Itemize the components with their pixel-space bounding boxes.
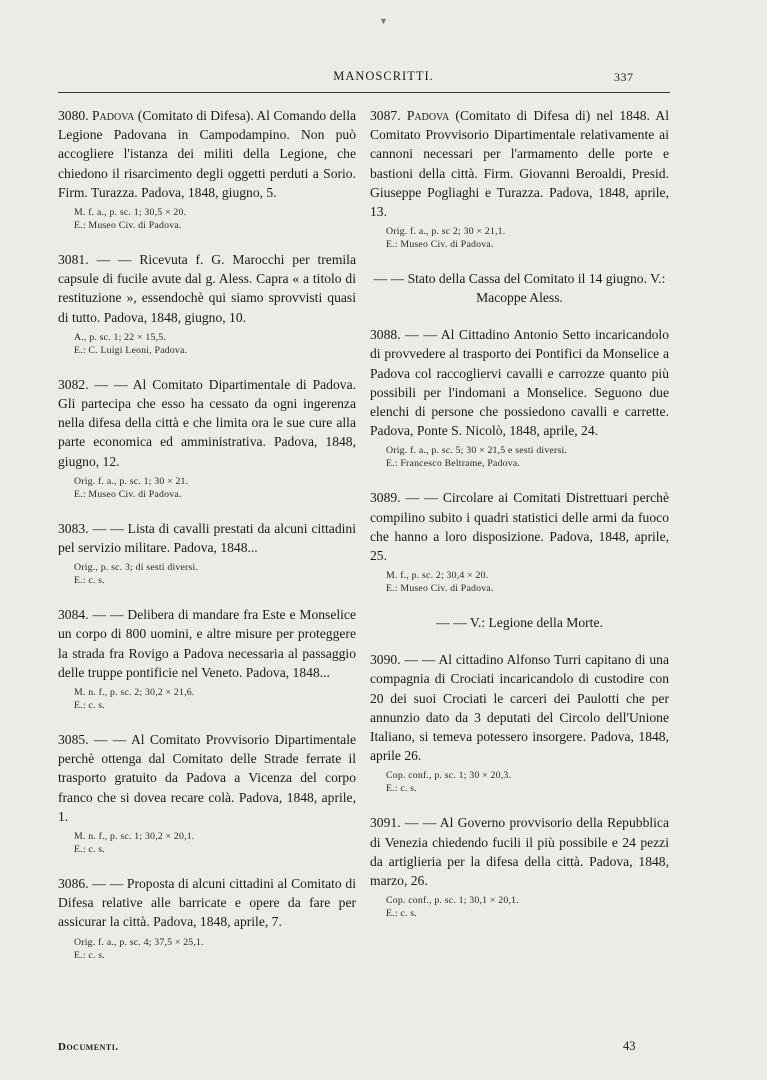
source-note-line: E.: c. s. <box>74 700 105 712</box>
entry-description <box>370 325 669 440</box>
catalog-entry <box>370 650 669 795</box>
entry-number: 3080. <box>58 108 89 123</box>
source-note-line: Orig. f. a., p. sc. 4; 37,5 × 25,1. <box>74 936 204 948</box>
source-note-line: E.: c. s. <box>74 575 105 587</box>
entry-description <box>58 250 356 327</box>
catalog-entry <box>58 519 356 587</box>
right-column <box>370 106 669 938</box>
source-note-line: Orig. f. a., p. sc. 5; 30 × 21,5 e sesti diversi. <box>386 445 568 457</box>
entry-body-text: — — Proposta di alcuni cittadini al Comitato di Difesa relative alle barricate e opere da fare per assicurar la città. Padova, 1848, aprile, 7. <box>58 876 356 930</box>
catalog-entry <box>370 488 669 595</box>
top-mark: ▼ <box>379 16 388 26</box>
page-number: 337 <box>614 70 634 84</box>
catalog-entry <box>58 250 356 357</box>
entry-source-notes <box>58 475 356 501</box>
source-note-line: E.: Museo Civ. di Padova. <box>386 583 494 595</box>
entry-body-text: (Comitato di Difesa di) nel 1848. Al Comitato Provvisorio Dipartimentale relativamente ai cannoni necessari per l'armamento delle porte e bastioni della città. Firm. Giovanni Beroaldi, Presid. Giuseppe Pogliaghi e Turazza. Padova, 1848, aprile, 13. <box>370 108 669 220</box>
entry-number: 3090. <box>370 652 401 668</box>
entry-description <box>58 106 356 202</box>
entry-description <box>370 488 669 565</box>
entry-source-notes <box>58 331 356 357</box>
source-note-line: Cop. conf., p. sc. 1; 30 × 20,3. <box>386 770 512 782</box>
entry-number: 3086. <box>58 876 89 892</box>
source-note-line: E.: C. Luigi Leoni, Padova. <box>74 344 188 356</box>
catalog-entry <box>370 813 669 920</box>
source-note-line: E.: c. s. <box>74 949 105 961</box>
source-note-line: E.: Museo Civ. di Padova. <box>74 220 182 232</box>
entry-source-notes <box>58 206 356 232</box>
left-column <box>58 106 356 980</box>
entry-heading-name: Padova <box>92 108 135 123</box>
entry-source-notes <box>58 561 356 587</box>
entry-description <box>58 519 356 557</box>
entry-number: 3083. <box>58 520 89 536</box>
entry-number: 3082. <box>58 376 89 392</box>
entry-description <box>370 813 669 890</box>
entry-description <box>58 730 356 826</box>
source-note-line: E.: Francesco Beltrame, Padova. <box>386 458 521 470</box>
entry-number: 3088. <box>370 327 401 343</box>
entry-number: 3081. <box>58 252 89 268</box>
entry-number: 3091. <box>370 815 401 831</box>
source-note-line: Orig., p. sc. 3; di sesti diversi. <box>74 562 199 574</box>
entry-source-notes <box>370 569 669 595</box>
entry-number: 3087. <box>370 108 401 123</box>
entry-source-notes <box>370 225 669 251</box>
entry-source-notes <box>370 769 669 795</box>
footer-signature-number: 43 <box>623 1039 636 1053</box>
entry-description <box>58 375 356 471</box>
source-note-line: E.: Museo Civ. di Padova. <box>386 239 494 251</box>
entry-body-text: — — Al Comitato Provvisorio Dipartimentale perchè ottenga dal Comitato delle Strade ferrate il trasporto gratuito da Padova a Vicenza del corpo franco che si dovea recare colà. Padova, 1848, aprile, 1. <box>58 732 357 824</box>
entry-body-text: — — Circolare ai Comitati Distrettuari perchè compilino subito i quadri statistici delle armi da fuoco che hanno a loro disposizione. Padova, 1848, aprile, 25. <box>370 490 670 564</box>
source-note-line: M. n. f., p. sc. 2; 30,2 × 21,6. <box>74 687 195 699</box>
source-note-line: E.: c. s. <box>74 844 105 856</box>
entry-description <box>370 106 669 221</box>
header-rule <box>58 92 670 93</box>
source-note-line: Orig. f. a., p. sc 2; 30 × 21,1. <box>386 226 506 238</box>
catalog-entry <box>58 605 356 712</box>
source-note-line: E.: c. s. <box>386 908 417 920</box>
entry-number: 3084. <box>58 607 89 623</box>
entry-body-text: — — Al Cittadino Antonio Setto incaricandolo di provvedere al trasporto dei Pontifici da Monselice a Padova col raccogliervi cavalli e carrozze quanto più possibili per l'indomani a Monselice. Seguono due elenchi di persone che possiedono cavalli e carrette. Padova, Ponte S. Nicolò, 1848, aprile, 24. <box>370 327 669 439</box>
source-note-line: M. f. a., p. sc. 1; 30,5 × 20. <box>74 207 187 219</box>
entry-body-text: — — Ricevuta f. G. Marocchi per tremila capsule di fucile avute dal g. Aless. Capra « a titolo di restituzione », essendochè qui siamo sprovvisti quasi di tutto. Padova, 1848, giugno, 10. <box>58 252 356 325</box>
catalog-entry <box>58 106 356 232</box>
catalog-entry <box>58 874 356 962</box>
entry-source-notes <box>58 830 356 856</box>
entry-source-notes <box>370 894 669 920</box>
cross-reference: — — V.: Legione della Morte. <box>436 615 603 631</box>
cross-reference: — — Stato della Cassa del Comitato il 14 giugno. V.: Macoppe Aless. <box>373 271 666 306</box>
running-header-title: MANOSCRITTI. <box>333 69 434 83</box>
footer-signature-word: Documenti. <box>58 1041 119 1053</box>
entry-number: 3089. <box>370 490 401 506</box>
entry-body-text: — — Al Comitato Dipartimentale di Padova. Gli partecipa che esso ha cessato da ogni ingerenza nella difesa della città e che limita ora le sue cure alla parte economica ed amministrativa. Padova, 1848, giugno, 12. <box>58 376 356 469</box>
entry-source-notes <box>58 936 356 962</box>
entry-heading-name: Padova <box>406 108 450 123</box>
catalog-entry <box>58 375 356 501</box>
entry-body-text: (Comitato di Difesa). Al Comando della Legione Padovana in Campodampino. Non può accogliere l'istanza dei militi della Legione, che chiedono il risarcimento degli oggetti perduti a Sorio. Firm. Turazza. Padova, 1848, giugno, 5. <box>58 108 357 200</box>
entry-source-notes <box>58 686 356 712</box>
entry-number: 3085. <box>58 732 89 748</box>
source-note-line: E.: Museo Civ. di Padova. <box>74 488 182 500</box>
entry-body-text: — — Al Governo provvisorio della Repubblica di Venezia chiedendo fucili il più possibile e 24 pezzi da artiglieria per la difesa della città. Padova, 1848, marzo, 26. <box>370 815 669 889</box>
catalog-entry <box>58 730 356 856</box>
source-note-line: M. n. f., p. sc. 1; 30,2 × 20,1. <box>74 831 195 843</box>
source-note-line: M. f., p. sc. 2; 30,4 × 20. <box>386 570 489 582</box>
entry-description <box>58 874 356 932</box>
entry-body-text: — — Al cittadino Alfonso Turri capitano di una compagnia di Crociati incaricandolo di custodire con 20 dei suoi Crociati le carceri dei Paulotti che per annunzio dato da 3 deputati del Circolo dell'Unione Italiano, si temeva potessero insorgere. Padova, 1848, aprile 26. <box>370 652 669 764</box>
entry-body-text: — — Lista di cavalli prestati da alcuni cittadini pel servizio militare. Padova, 1848... <box>58 520 356 556</box>
entry-body-text: — — Delibera di mandare fra Este e Monselice un corpo di 800 uomini, e altre misure per proteggere la strada fra Rovigo a Padova necessaria al passaggio delle truppe pontificie nel Veneto. Padova, 1848... <box>58 607 356 680</box>
entry-description <box>58 605 356 682</box>
catalog-entry <box>370 106 669 251</box>
source-note-line: E.: c. s. <box>386 783 417 795</box>
source-note-line: A., p. sc. 1; 22 × 15,5. <box>74 331 166 343</box>
source-note-line: Cop. conf., p. sc. 1; 30,1 × 20,1. <box>386 895 519 907</box>
source-note-line: Orig. f. a., p. sc. 1; 30 × 21. <box>74 475 189 487</box>
entry-description <box>370 650 669 765</box>
catalog-entry <box>370 325 669 470</box>
entry-source-notes <box>370 444 669 470</box>
